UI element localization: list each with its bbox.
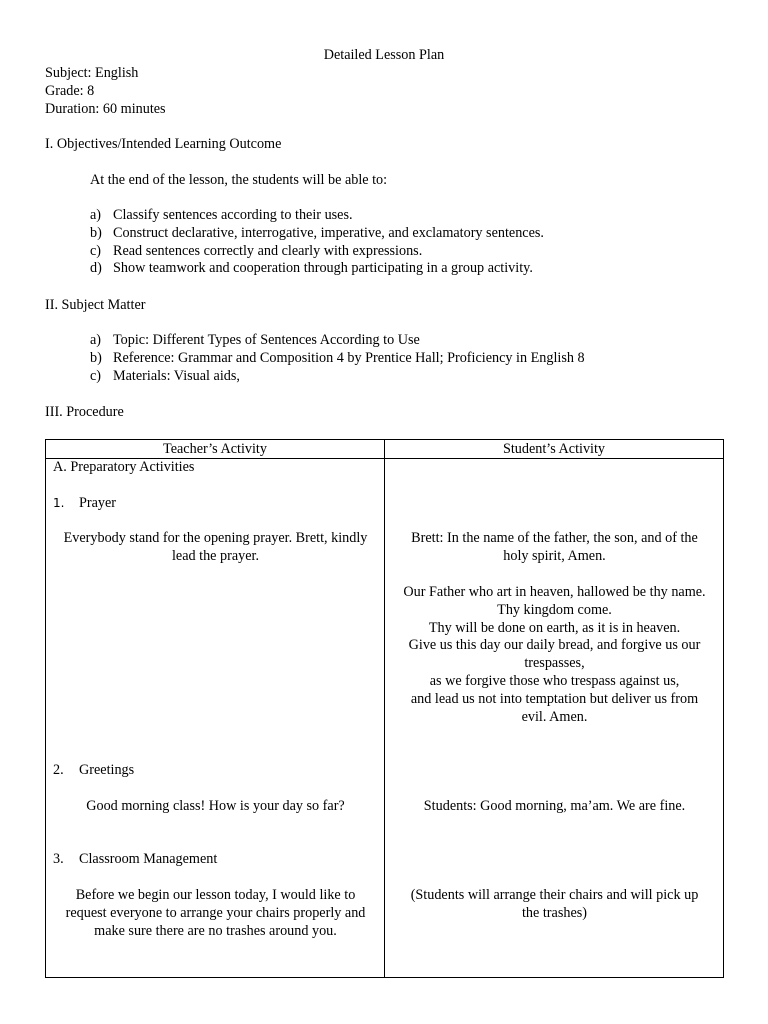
preparatory-activities-label: A. Preparatory Activities <box>53 459 195 475</box>
step-greetings-heading <box>53 762 135 780</box>
teacher-classroom-management-text <box>46 887 385 940</box>
student-prayer-text <box>385 530 724 566</box>
subject-matter-heading: II. Subject Matter <box>45 297 146 313</box>
text-line: lead the prayer. <box>171 547 260 564</box>
text-line: (Students will arrange their chairs and will pick up <box>410 887 699 903</box>
list-text: Topic: Different Types of Sentences According to Use <box>113 332 420 348</box>
step-label: Prayer <box>79 495 117 511</box>
list-text: Classify sentences according to their uses. <box>113 207 353 223</box>
step-label: Classroom Management <box>79 851 218 867</box>
list-marker: a) <box>90 332 102 348</box>
list-item <box>90 207 544 225</box>
list-item <box>90 225 544 243</box>
list-marker: c) <box>90 367 102 384</box>
text-line: Students: Good morning, ma’am. We are fine. <box>423 798 686 814</box>
text-line: Our Father who art in heaven, hallowed be thy name. <box>403 584 706 600</box>
teacher-greetings-text <box>46 798 385 816</box>
list-marker: b) <box>90 224 102 241</box>
list-text: Show teamwork and cooperation through participating in a group activity. <box>113 260 533 277</box>
list-item <box>90 332 585 350</box>
text-line: make sure there are no trashes around you. <box>94 922 337 939</box>
procedure-heading: III. Procedure <box>45 404 124 420</box>
step-label: Greetings <box>79 762 135 778</box>
student-activity-header: Student’s Activity <box>385 440 724 459</box>
list-item <box>90 350 585 368</box>
list-marker: d) <box>90 260 102 277</box>
list-text: Reference: Grammar and Composition 4 by Prentice Hall; Proficiency in English 8 <box>113 349 585 366</box>
text-line: Thy kingdom come. <box>497 601 612 618</box>
step-number: 3. <box>53 851 64 867</box>
step-number: 1. <box>53 496 65 510</box>
document-meta <box>45 65 166 118</box>
text-line: evil. Amen. <box>521 708 588 725</box>
list-item <box>90 368 585 386</box>
step-classroom-management-heading <box>53 851 218 869</box>
list-text: Construct declarative, interrogative, imperative, and exclamatory sentences. <box>113 224 544 241</box>
student-classroom-management-text <box>385 887 724 923</box>
list-item <box>90 260 544 278</box>
table-row <box>46 459 724 978</box>
student-greetings-text <box>385 798 724 816</box>
text-line: Everybody stand for the opening prayer. Brett, kindly <box>63 530 368 546</box>
document-title: Detailed Lesson Plan <box>323 47 445 63</box>
objectives-intro: At the end of the lesson, the students will be able to: <box>90 172 388 188</box>
objectives-list <box>90 207 544 278</box>
student-activity-cell <box>385 459 724 978</box>
teacher-activity-header: Teacher’s Activity <box>46 440 385 459</box>
subject-matter-list <box>90 332 585 385</box>
text-line: and lead us not into temptation but deliver us from <box>410 690 699 707</box>
list-item <box>90 243 544 261</box>
text-line: Brett: In the name of the father, the son, and of the <box>411 530 698 546</box>
list-marker: a) <box>90 207 102 223</box>
table-header-row <box>46 440 724 459</box>
text-line: Give us this day our daily bread, and forgive us our <box>408 637 701 654</box>
text-line: trespasses, <box>524 655 585 672</box>
subject-line: Subject: English <box>45 65 139 81</box>
text-line: Good morning class! How is your day so far? <box>86 798 345 814</box>
duration-line: Duration: 60 minutes <box>45 100 166 117</box>
list-text: Read sentences correctly and clearly with expressions. <box>113 242 423 259</box>
student-prayer-recitation <box>385 584 724 726</box>
text-line: request everyone to arrange your chairs properly and <box>65 904 366 921</box>
text-line: holy spirit, Amen. <box>503 547 606 564</box>
list-text: Materials: Visual aids, <box>113 367 240 384</box>
step-number: 2. <box>53 762 64 778</box>
teacher-activity-cell <box>46 459 385 978</box>
list-marker: b) <box>90 349 102 366</box>
teacher-prayer-text <box>46 530 385 566</box>
text-line: as we forgive those who trespass against us, <box>429 672 680 689</box>
text-line: Thy will be done on earth, as it is in heaven. <box>428 619 681 636</box>
step-prayer-heading <box>53 495 117 513</box>
text-line: the trashes) <box>521 904 587 921</box>
objectives-heading: I. Objectives/Intended Learning Outcome <box>45 136 282 152</box>
list-marker: c) <box>90 242 102 259</box>
grade-line: Grade: 8 <box>45 82 95 99</box>
text-line: Before we begin our lesson today, I would like to <box>75 887 356 903</box>
procedure-table <box>45 439 724 978</box>
